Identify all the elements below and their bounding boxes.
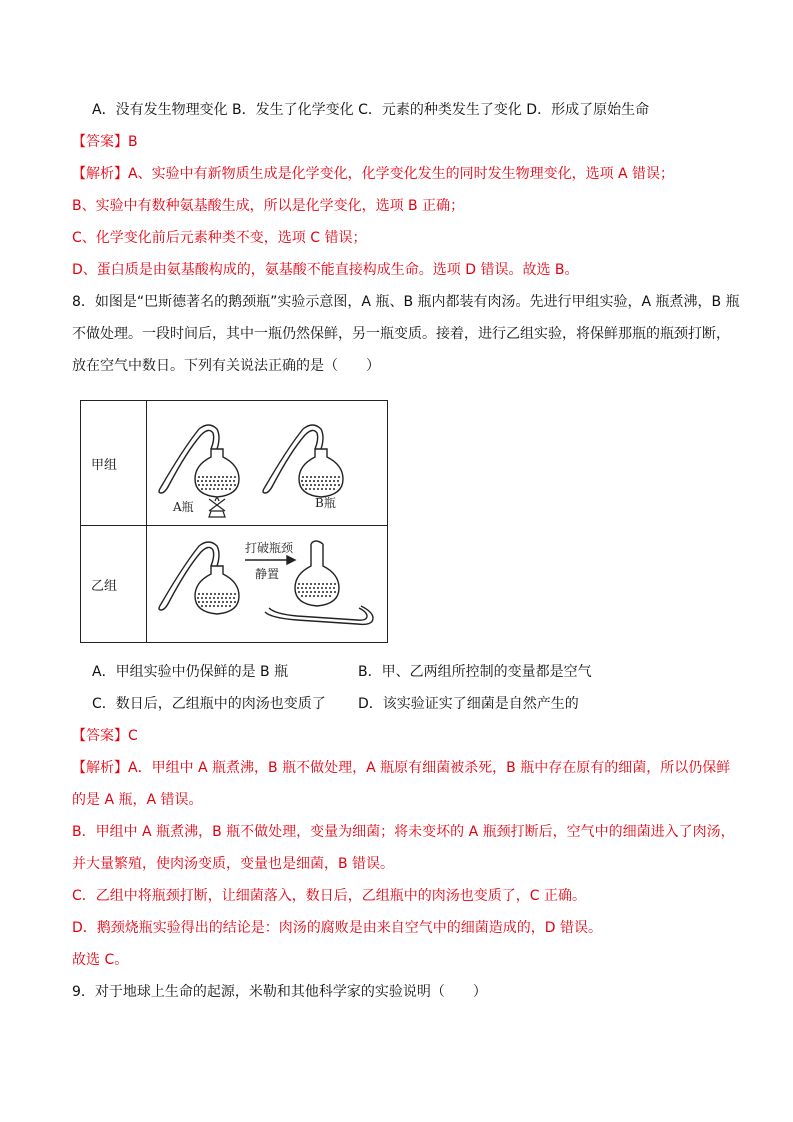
q8-stem-line-1: 8．如图是“巴斯德著名的鹅颈瓶”实验示意图，A 瓶、B 瓶内都装有肉汤。先进行甲组实验，A 瓶煮沸，B 瓶: [72, 294, 740, 310]
flask-b: [263, 425, 343, 497]
group2-flasks: [147, 526, 387, 638]
q9-stem: 9．对于地球上生命的起源，米勒和其他科学家的实验说明（ ）: [72, 984, 487, 1000]
flask-b-label: B瓶: [315, 496, 336, 510]
q7-analysis-line-2: B、实验中有数种氨基酸生成，所以是化学变化，选项 B 正确；: [72, 198, 465, 214]
q8-option-a: A．甲组实验中仍保鲜的是 B 瓶: [92, 664, 289, 680]
analysis-tag: 【解析】: [72, 166, 128, 182]
analysis-text: A、实验中有新物质生成是化学变化，化学变化发生的同时发生物理变化，选项 A 错误；: [128, 166, 675, 182]
group1-label: 甲组: [81, 401, 147, 526]
answer-value: C: [128, 728, 138, 744]
q8-stem-line-2: 不做处理。一段时间后，其中一瓶仍然保鲜，另一瓶变质。接着，进行乙组实验，将保鲜那瓶的瓶颈打断，: [72, 326, 730, 342]
broken-neck-flask: [295, 541, 339, 606]
group1-cell: [147, 401, 388, 526]
q7-analysis-line-1: [72, 164, 674, 184]
q7-answer: [72, 132, 138, 152]
q8-answer: [72, 726, 138, 746]
answer-tag: 【答案】: [72, 728, 128, 744]
q8-analysis-line-4: 并大量繁殖，使肉汤变质，变量也是细菌，B 错误。: [72, 856, 395, 872]
group1-flasks: [147, 401, 387, 521]
flask-a-label: A瓶: [173, 500, 194, 514]
q7-options: A．没有发生物理变化 B．发生了化学变化 C．元素的种类发生了变化 D．形成了原始生命: [92, 102, 650, 118]
q8-option-c: C．数日后，乙组瓶中的肉汤也变质了: [92, 696, 326, 712]
q7-analysis-line-3: C、化学变化前后元素种类不变，选项 C 错误；: [72, 230, 367, 246]
arrow-icon: [245, 556, 295, 564]
analysis-tag: 【解析】: [72, 760, 128, 776]
q8-option-d: D．该实验证实了细菌是自然产生的: [358, 696, 579, 712]
answer-value: B: [128, 134, 138, 150]
q8-option-b: B．甲、乙两组所控制的变量都是空气: [358, 664, 592, 680]
q8-analysis-line-7: 故选 C。: [72, 952, 129, 968]
q8-analysis-line-3: B．甲组中 A 瓶煮沸，B 瓶不做处理，变量为细菌；将未变坏的 A 瓶颈打断后，空气中的细菌进入了肉汤，: [72, 824, 735, 840]
arrow-top-label: 打破瓶颈: [245, 541, 294, 555]
group2-label: 乙组: [81, 526, 147, 643]
burner-icon: [209, 498, 225, 517]
swan-neck-flask-diagram: [80, 400, 388, 638]
q8-analysis-line-1: [72, 758, 730, 778]
q8-stem-line-3: 放在空气中数日。下列有关说法正确的是（ ）: [72, 358, 380, 374]
broken-neck-tube: [265, 606, 373, 624]
q7-analysis-line-4: D、蛋白质是由氨基酸构成的，氨基酸不能直接构成生命。选项 D 错误。故选 B。: [72, 262, 579, 278]
arrow-bottom-label: 静置: [255, 567, 280, 581]
intact-flask: [159, 542, 239, 614]
q8-analysis-line-6: D．鹅颈烧瓶实验得出的结论是：肉汤的腐败是由来自空气中的细菌造成的，D 错误。: [72, 920, 603, 936]
q8-analysis-line-5: C．乙组中将瓶颈打断，让细菌落入，数日后，乙组瓶中的肉汤也变质了，C 正确。: [72, 888, 586, 904]
analysis-text: A．甲组中 A 瓶煮沸，B 瓶不做处理，A 瓶原有细菌被杀死，B 瓶中存在原有的细菌，所以仍保鲜: [128, 760, 731, 776]
q8-analysis-line-2: 的是 A 瓶，A 错误。: [72, 792, 203, 808]
answer-tag: 【答案】: [72, 134, 128, 150]
flask-a: [159, 425, 239, 497]
group2-cell: [147, 526, 388, 643]
